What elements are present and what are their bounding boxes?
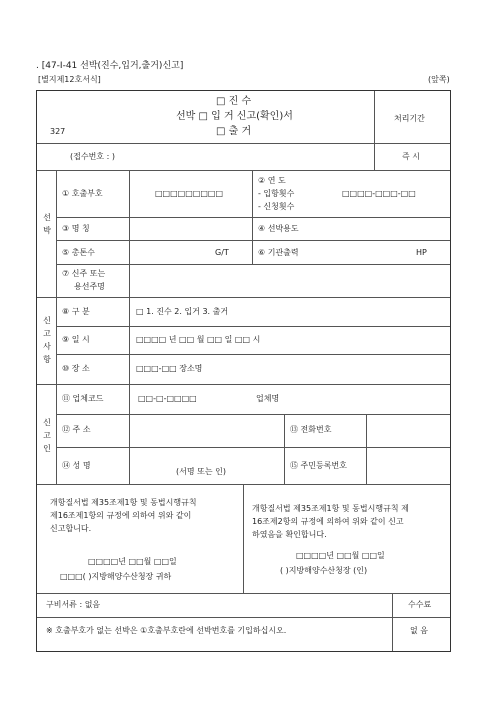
divider (243, 485, 244, 593)
applicant-group-label: 신 고 인 (43, 418, 51, 453)
divider (374, 91, 375, 170)
divider (37, 297, 450, 298)
divider (56, 217, 450, 218)
gross-tonnage-label: ⑤ 총톤수 (62, 248, 95, 257)
phone-label: ⑬ 전화번호 (290, 425, 332, 434)
divider (37, 384, 450, 385)
processing-label: 처리기간 (394, 114, 425, 123)
divider (56, 240, 450, 241)
divider (56, 354, 450, 355)
declaration-right-line: 하였음을 확인합니다. (252, 530, 327, 539)
signature-hint: (서명 또는 인) (176, 467, 226, 476)
gross-tonnage-unit: G/T (215, 248, 229, 257)
applicant-name-label: ⑭ 성 명 (62, 461, 91, 470)
section-title: . [47-Ⅰ-41 선박(진수,입거,출거)신고] (36, 61, 184, 71)
place-value: □□□-□□ 장소명 (136, 364, 203, 373)
declaration-right-line: 16조제2항의 규정에 의하여 위와 같이 신고 (252, 517, 404, 526)
datetime-value: □□□□ 년 □□ 월 □□ 일 □□ 시 (136, 335, 261, 344)
declaration-left-date: □□□□년 □□월 □□일 (88, 557, 177, 566)
processing-value: 즉 시 (402, 152, 420, 161)
divider (129, 171, 130, 297)
call-sign-value: □□□□□□□□□ (155, 189, 224, 198)
divider (284, 414, 285, 484)
divider (37, 593, 450, 594)
resident-number-label: ⑮ 주민등록번호 (290, 461, 347, 470)
divider (129, 298, 130, 384)
page-side: (앞쪽) (428, 75, 450, 84)
divider (56, 326, 450, 327)
fee-label: 수수료 (408, 600, 432, 609)
form-number: [별지제12호서식] (38, 75, 101, 84)
call-sign-label: ① 호출부호 (62, 189, 103, 198)
declaration-right-date: □□□□년 □□월 □□일 (296, 551, 385, 560)
ship-name-label: ③ 명 칭 (62, 224, 90, 233)
company-code-value: □□-□-□□□□ (138, 394, 197, 403)
divider (56, 171, 57, 484)
divider (366, 414, 367, 484)
declaration-issuer: ( )지방해양수산청장 (인) (280, 566, 368, 575)
form-title: 선박 □ 입 거 신고(확인)서 (176, 111, 293, 122)
divider (392, 594, 393, 651)
divider (37, 143, 450, 144)
entry-count-label: - 입항횟수 (258, 189, 295, 198)
fee-value: 없 음 (410, 626, 428, 635)
divider (37, 170, 450, 171)
place-label: ⑩ 장 소 (62, 364, 90, 373)
footnote: ※ 호출부호가 없는 선박은 ①호출부호란에 선박번호를 기입하십시오. (46, 626, 287, 635)
declaration-left-line: 개항질서법 제35조제1항 및 동법시행규칙 (50, 498, 197, 507)
declaration-left-line: 제16조제1항의 규정에 의하여 위와 같이 (50, 511, 192, 520)
engine-output-unit: HP (416, 248, 427, 257)
form-code: 327 (50, 127, 66, 136)
year-label: ② 연 도 (258, 176, 286, 185)
category-value: □ 1. 진수 2. 입거 3. 출거 (136, 307, 229, 316)
report-group-label: 신 고 사 항 (43, 316, 51, 364)
title-option-launch: □ 진 수 (216, 96, 252, 107)
datetime-label: ⑨ 일 시 (62, 335, 90, 344)
company-name-label: 업체명 (256, 394, 280, 403)
owner-label: ⑦ 신주 또는 (62, 269, 106, 278)
category-label: ⑧ 구 분 (62, 307, 90, 316)
divider (37, 617, 450, 618)
application-count-label: - 신청횟수 (258, 202, 295, 211)
owner-label-2: 용선주명 (74, 282, 105, 291)
divider (252, 171, 253, 264)
ship-purpose-label: ④ 선박용도 (258, 224, 299, 233)
required-documents: 구비서류 : 없음 (46, 600, 101, 609)
engine-output-label: ⑥ 기관출력 (258, 248, 299, 257)
divider (56, 447, 450, 448)
declaration-addressee: □□□( )지방해양수산청장 귀하 (60, 572, 172, 581)
divider (56, 414, 450, 415)
declaration-right-line: 개항질서법 제35조제1항 및 동법시행규칙 제 (252, 504, 409, 513)
year-value: □□□□-□□□-□□ (342, 189, 416, 198)
divider (56, 264, 450, 265)
title-option-undock: □ 출 거 (216, 126, 252, 137)
ship-group-label: 선 박 (43, 213, 51, 235)
divider (129, 385, 130, 484)
address-label: ⑫ 주 소 (62, 425, 91, 434)
declaration-left-line: 신고합니다. (50, 524, 92, 533)
receipt-number: (접수번호 : ) (70, 152, 115, 161)
company-code-label: ⑪ 업체코드 (62, 394, 104, 403)
